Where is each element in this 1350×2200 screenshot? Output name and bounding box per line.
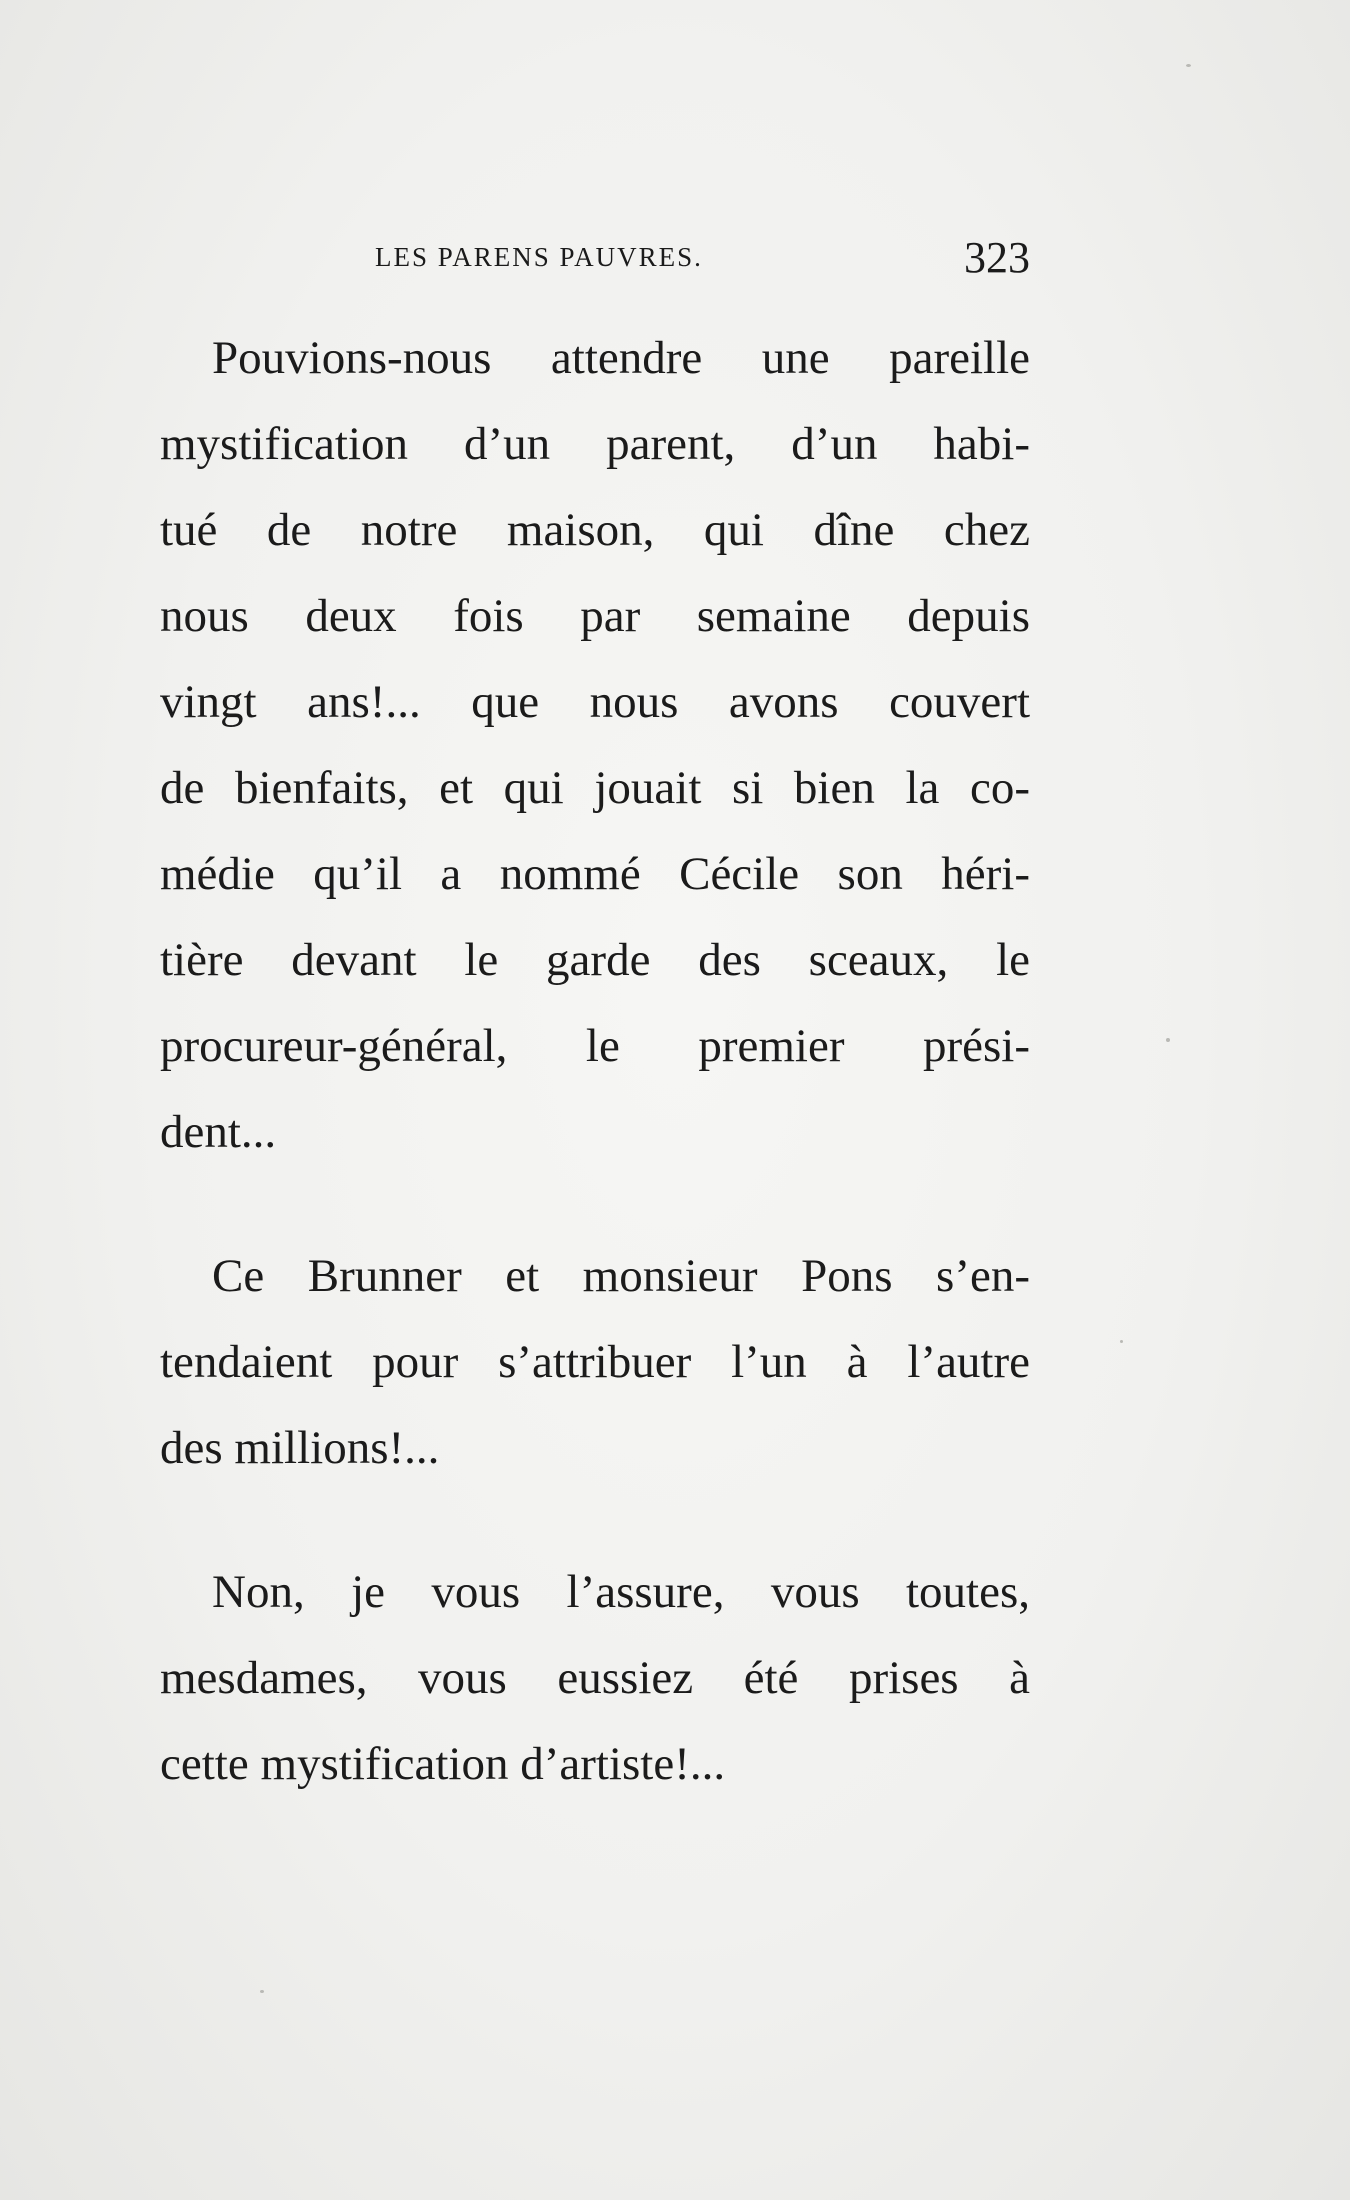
paper-speck: [1166, 1038, 1170, 1042]
text-line: des millions!...: [160, 1422, 440, 1474]
text-line: cette mystification d’artiste!...: [160, 1738, 726, 1790]
text-line: vingt ans!... que nous avons couvert: [160, 676, 1030, 728]
page-number: 323: [964, 233, 1030, 282]
paragraph-3: [160, 1549, 1030, 1807]
paragraph-gap: [160, 1175, 1030, 1233]
text-line: Ce Brunner et monsieur Pons s’en-: [212, 1250, 1030, 1302]
text-line: tière devant le garde des sceaux, le: [160, 934, 1030, 986]
text-line: procureur-général, le premier prési-: [160, 1020, 1030, 1072]
body-text: [160, 315, 1030, 1807]
text-line: tendaient pour s’attribuer l’un à l’autre: [160, 1336, 1030, 1388]
paragraph-2: [160, 1233, 1030, 1491]
text-line: nous deux fois par semaine depuis: [160, 590, 1030, 642]
text-line: dent...: [160, 1106, 277, 1158]
paragraph-1: [160, 315, 1030, 1175]
text-line: médie qu’il a nommé Cécile son héri-: [160, 848, 1030, 900]
text-line: tué de notre maison, qui dîne chez: [160, 504, 1030, 556]
paper-speck: [260, 1990, 264, 1993]
running-head: [160, 228, 1030, 288]
text-line: mesdames, vous eussiez été prises à: [160, 1652, 1030, 1704]
text-line: Pouvions-nous attendre une pareille: [212, 332, 1030, 384]
paper-speck: [1186, 64, 1191, 67]
text-line: Non, je vous l’assure, vous toutes,: [212, 1566, 1030, 1618]
running-title: LES PARENS PAUVRES.: [375, 242, 703, 272]
paper-speck: [1120, 1340, 1123, 1343]
text-line: de bienfaits, et qui jouait si bien la co-: [160, 762, 1030, 814]
text-line: mystification d’un parent, d’un habi-: [160, 418, 1030, 470]
paragraph-gap: [160, 1491, 1030, 1549]
